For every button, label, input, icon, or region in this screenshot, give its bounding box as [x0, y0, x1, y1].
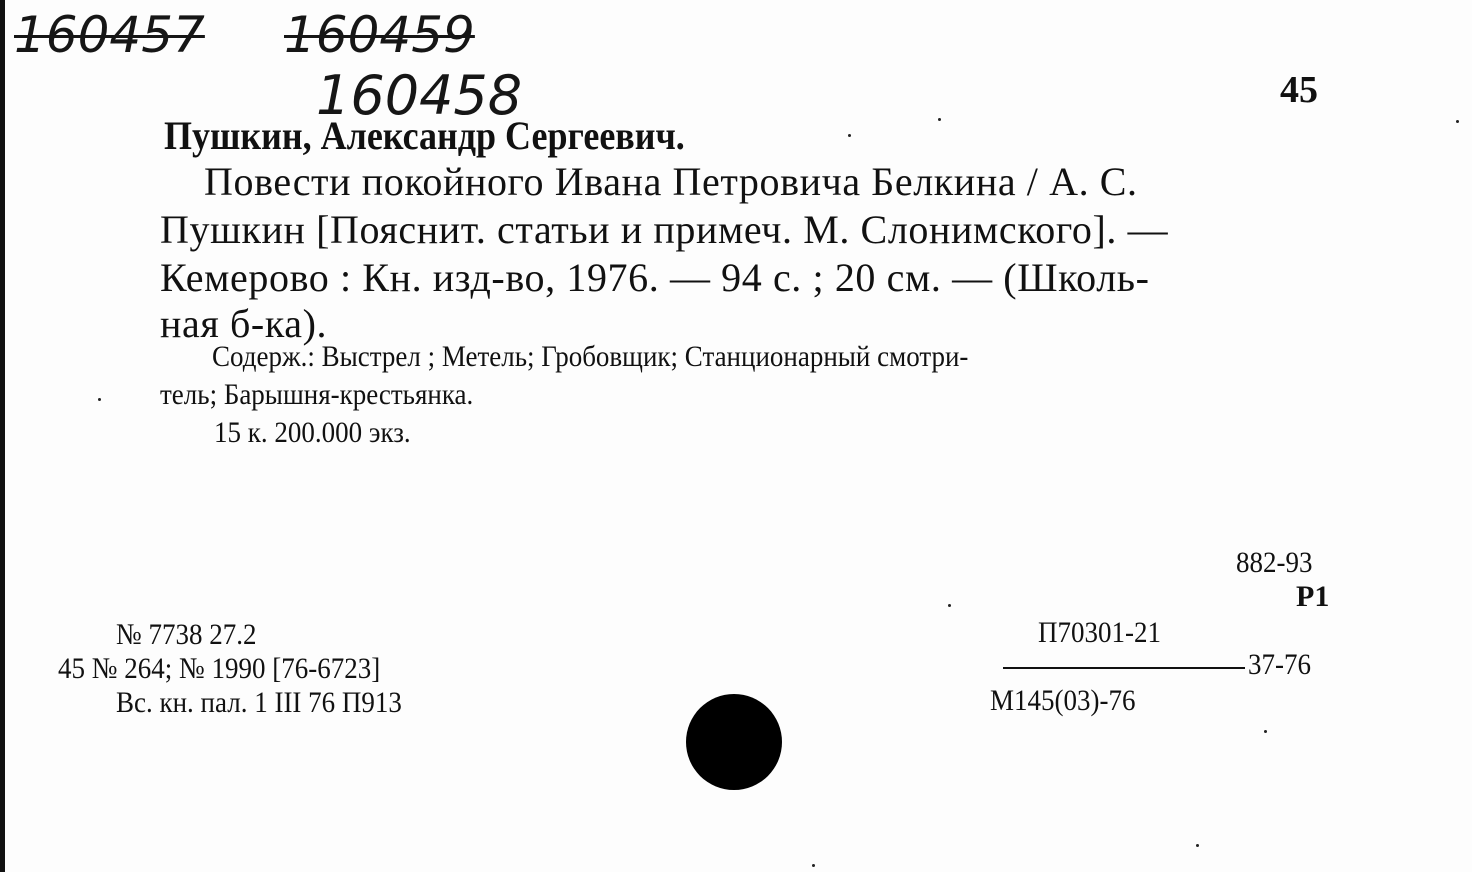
scan-speck	[938, 118, 941, 121]
scan-speck	[1264, 730, 1267, 733]
scan-speck	[98, 398, 101, 401]
scan-speck	[812, 864, 815, 867]
contents-line-1: Содерж.: Выстрел ; Метель; Гробовщик; Станционарный смотри-	[212, 340, 969, 373]
handwritten-number-current: 160458	[316, 64, 523, 127]
page-number: 45	[1280, 69, 1318, 111]
price-print-run: 15 к. 200.000 экз.	[214, 416, 411, 449]
description-line-4: ная б-ка).	[160, 301, 328, 346]
contents-line-2: тель; Барышня-крестьянка.	[160, 378, 474, 411]
scan-speck	[848, 134, 851, 137]
fraction-bar	[1003, 667, 1245, 669]
description-line-2: Пушкин [Пояснит. статьи и примеч. М. Слонимского]. —	[160, 207, 1169, 252]
scan-speck	[1196, 844, 1199, 847]
fraction-suffix: 37-76	[1248, 648, 1311, 681]
author-heading: Пушкин, Александр Сергеевич.	[164, 113, 685, 158]
description-line-1: Повести покойного Ивана Петровича Белкина / А. С.	[204, 159, 1138, 204]
footer-line-1: № 7738 27.2	[116, 618, 257, 651]
handwritten-number-struck-2: 160459	[284, 6, 475, 64]
description-line-3: Кемерово : Кн. изд-во, 1976. — 94 с. ; 20 см. — (Школь-	[160, 255, 1150, 300]
scan-speck	[1456, 120, 1459, 123]
footer-line-2: 45 № 264; № 1990 [76-6723]	[58, 652, 381, 685]
handwritten-number-struck-1: 160457	[14, 6, 205, 64]
fraction-numerator: П70301-21	[1038, 616, 1161, 649]
footer-line-3: Вс. кн. пал. 1 III 76 П913	[116, 686, 402, 719]
card-left-edge	[0, 0, 5, 872]
card-punch-hole	[686, 694, 782, 790]
scan-speck	[948, 604, 951, 607]
author-mark: P1	[1296, 580, 1330, 613]
classification-index: 882-93	[1236, 546, 1313, 579]
fraction-denominator: М145(03)-76	[990, 684, 1136, 717]
